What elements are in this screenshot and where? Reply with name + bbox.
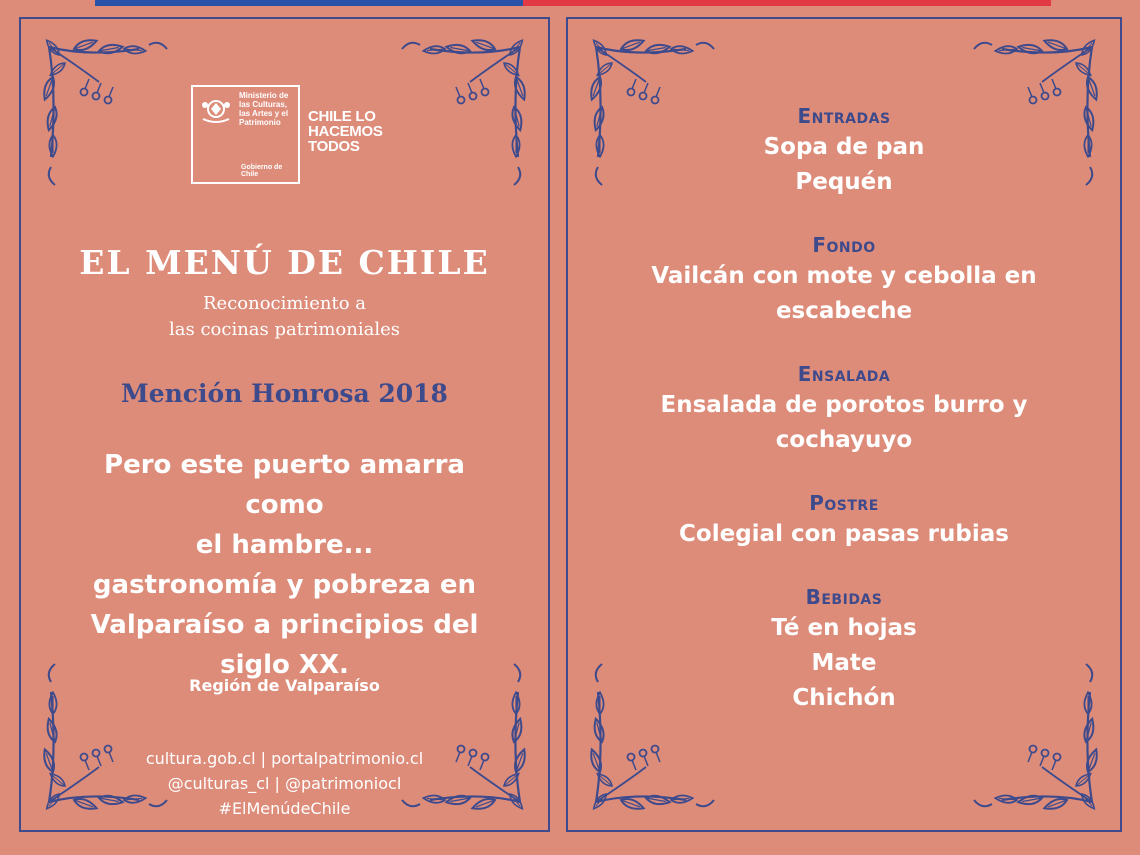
menu-item: Té en hojas	[771, 615, 917, 641]
flag-stripe-blue	[95, 0, 523, 6]
award-mention: Mención Honrosa 2018	[121, 379, 448, 408]
floral-ornament-icon	[29, 27, 189, 187]
menu-item: Sopa de pan	[763, 134, 925, 160]
dish-title-line: el hambre...	[195, 530, 374, 560]
page-title: EL MENÚ DE CHILE	[79, 243, 490, 282]
menu-item: cochayuyo	[775, 427, 913, 453]
dish-title	[21, 445, 548, 685]
section-heading: Bebidas	[805, 585, 883, 609]
hashtag: #ElMenúdeChile	[218, 799, 351, 818]
menu-section-fondo	[568, 233, 1120, 329]
dish-title-line: Valparaíso a principios del	[90, 610, 479, 640]
government-label: Gobierno de Chile	[241, 164, 283, 178]
section-heading: Entradas	[797, 104, 891, 128]
floral-ornament-icon	[380, 27, 540, 187]
subtitle-line: las cocinas patrimoniales	[169, 319, 400, 340]
logo-box	[191, 85, 300, 184]
flag-stripe-red	[523, 0, 1051, 6]
menu-section-postre	[568, 491, 1120, 552]
ministry-logo	[191, 85, 398, 184]
ministry-name: Ministerio de las Culturas, las Artes y el Patrimonio	[239, 91, 289, 127]
info-card	[19, 17, 550, 832]
menu-card	[566, 17, 1122, 832]
menu-item: Colegial con pasas rubias	[679, 521, 1009, 547]
dish-title-line: Pero este puerto amarra como	[104, 450, 465, 520]
links-block	[21, 746, 548, 821]
slogan: CHILE LO HACEMOS TODOS	[308, 108, 383, 155]
menu-item: Vailcán con mote y cebolla en	[651, 263, 1037, 289]
coat-of-arms-icon	[199, 95, 233, 125]
subtitle-line: Reconocimiento a	[203, 293, 366, 314]
subtitle	[21, 291, 548, 343]
region-label: Región de Valparaíso	[189, 676, 380, 695]
menu-item: Ensalada de porotos burro y	[660, 392, 1028, 418]
dish-title-line: gastronomía y pobreza en	[92, 570, 477, 600]
section-heading: Ensalada	[797, 362, 891, 386]
website-links: cultura.gob.cl | portalpatrimonio.cl	[145, 749, 424, 768]
section-heading: Fondo	[812, 233, 876, 257]
menu-item: escabeche	[775, 298, 913, 324]
menu-list	[568, 104, 1120, 749]
social-handles: @culturas_cl | @patrimoniocl	[167, 774, 402, 793]
menu-section-ensalada	[568, 362, 1120, 458]
menu-section-bebidas	[568, 585, 1120, 716]
menu-item: Mate	[811, 650, 877, 676]
dish-title-line: siglo XX.	[220, 650, 349, 680]
section-heading: Postre	[809, 491, 879, 515]
menu-item: Pequén	[795, 169, 893, 195]
menu-item: Chichón	[792, 685, 896, 711]
menu-section-entradas	[568, 104, 1120, 200]
